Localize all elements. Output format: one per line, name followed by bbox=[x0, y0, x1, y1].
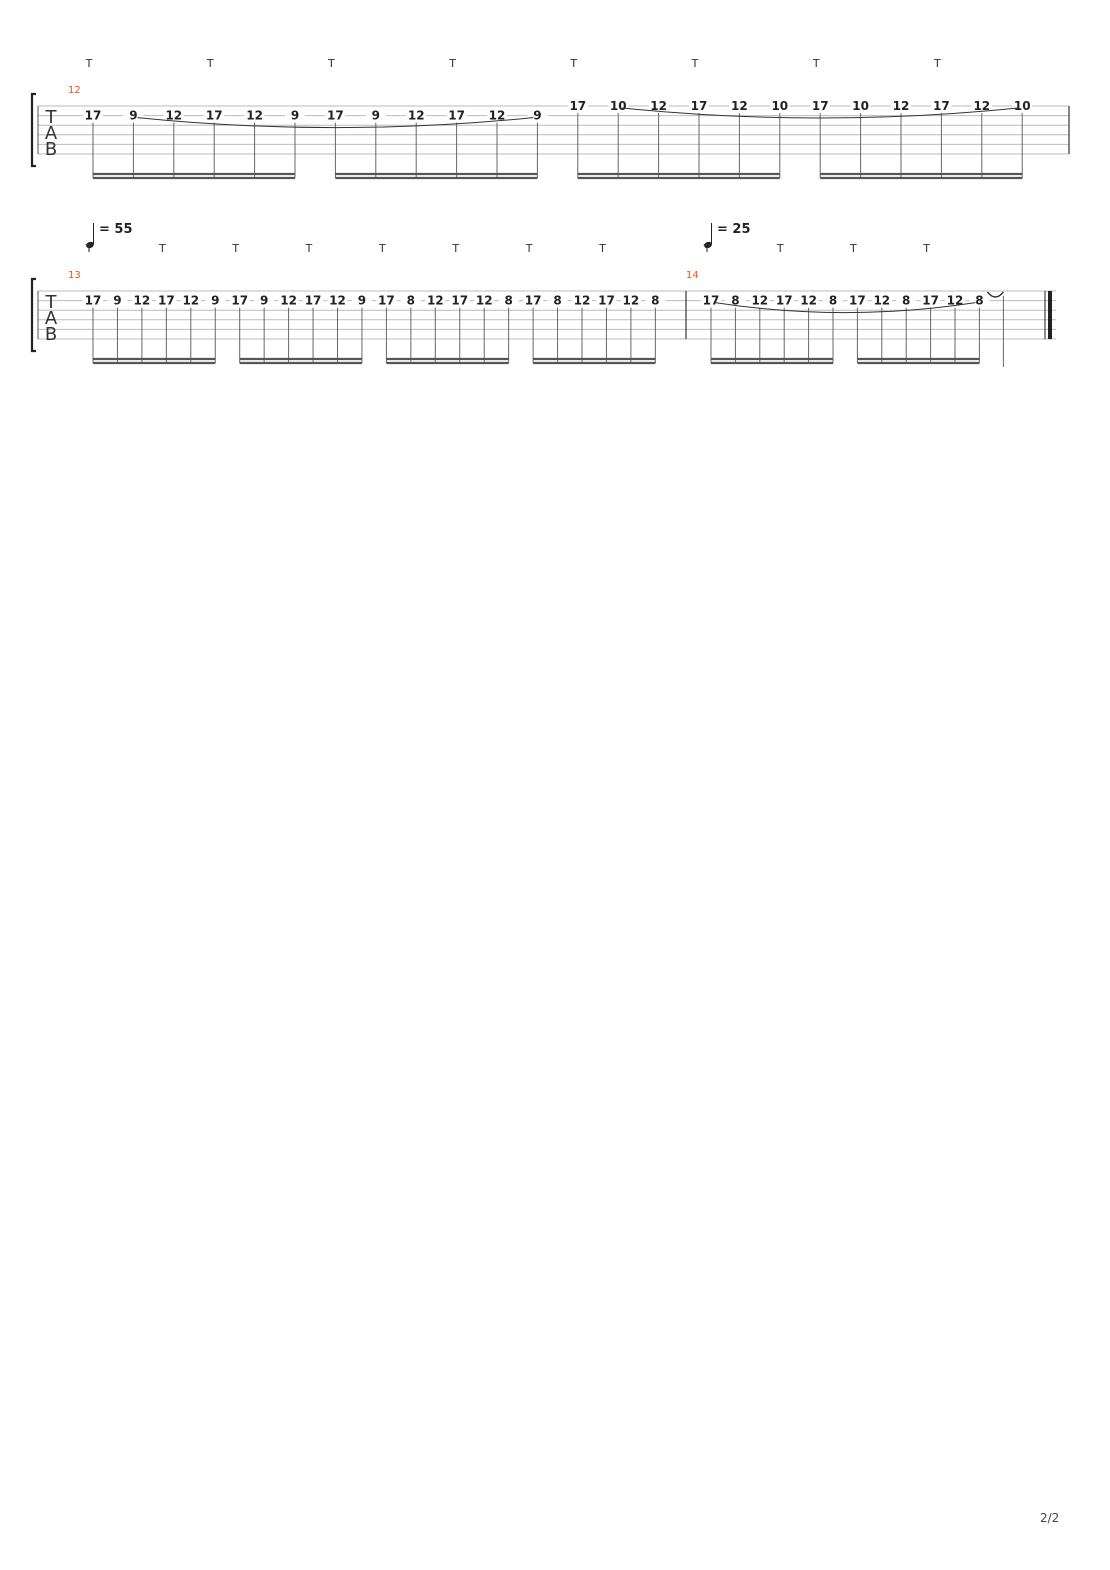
tab-clef-letter: A bbox=[44, 308, 58, 329]
fret-number: 9 bbox=[259, 293, 269, 308]
tab-system-1 bbox=[32, 57, 1069, 178]
fret-number: 8 bbox=[406, 293, 416, 308]
fret-number: 12 bbox=[973, 99, 991, 113]
fret-number: 9 bbox=[113, 293, 122, 308]
tie-curve bbox=[987, 292, 1003, 297]
tap-marker: T bbox=[570, 57, 578, 70]
fret-number: 9 bbox=[357, 293, 367, 308]
fret-number: 12 bbox=[165, 108, 183, 123]
fret-number: 12 bbox=[426, 293, 444, 308]
measure-number: 12 bbox=[68, 85, 81, 96]
fret-number: 17 bbox=[849, 293, 866, 308]
fret-number: 12 bbox=[488, 108, 506, 123]
fret-number: 12 bbox=[573, 293, 591, 308]
tap-marker: T bbox=[328, 57, 335, 70]
tap-marker: T bbox=[85, 242, 93, 255]
fret-number: 17 bbox=[304, 293, 322, 308]
tab-clef-letter: B bbox=[44, 324, 58, 345]
fret-number: 12 bbox=[246, 108, 263, 123]
fret-number: 9 bbox=[129, 108, 138, 123]
tap-marker: T bbox=[703, 242, 711, 255]
tab-clef-letter: T bbox=[45, 292, 57, 313]
tap-marker: T bbox=[934, 57, 941, 70]
fret-number: 17 bbox=[922, 293, 939, 308]
tempo-mark: = 25 bbox=[717, 222, 751, 237]
tempo-mark: = 55 bbox=[99, 222, 133, 237]
tap-marker: T bbox=[158, 242, 166, 255]
tap-marker: T bbox=[776, 242, 784, 255]
measure-number: 13 bbox=[68, 270, 81, 281]
tab-clef-letter: A bbox=[44, 123, 58, 144]
fret-number: 8 bbox=[553, 293, 562, 308]
tap-marker: T bbox=[691, 57, 699, 70]
fret-number: 8 bbox=[504, 293, 513, 308]
tap-marker: T bbox=[305, 242, 313, 255]
fret-number: 17 bbox=[598, 293, 615, 308]
fret-number: 17 bbox=[524, 293, 542, 308]
fret-number: 12 bbox=[892, 99, 910, 113]
fret-number: 17 bbox=[933, 99, 950, 113]
fret-number: 12 bbox=[329, 293, 346, 308]
fret-number: 17 bbox=[157, 293, 175, 308]
system-bracket bbox=[32, 94, 36, 166]
fret-number: 17 bbox=[231, 293, 249, 308]
fret-number: 12 bbox=[182, 293, 200, 308]
fret-number: 17 bbox=[811, 99, 829, 113]
fret-number: 8 bbox=[731, 293, 740, 308]
fret-number: 12 bbox=[751, 293, 769, 308]
fret-number: 10 bbox=[609, 99, 627, 113]
tap-marker: T bbox=[599, 242, 606, 255]
fret-number: 12 bbox=[731, 99, 748, 113]
fret-number: 12 bbox=[280, 293, 297, 308]
fret-number: 10 bbox=[1013, 99, 1031, 113]
fret-number: 8 bbox=[902, 293, 911, 308]
fret-number: 9 bbox=[211, 293, 220, 308]
fret-number: 17 bbox=[690, 99, 708, 113]
tab-clef-letter: T bbox=[45, 107, 57, 128]
fret-number: 8 bbox=[651, 293, 660, 308]
fret-number: 17 bbox=[569, 99, 587, 113]
tap-marker: T bbox=[923, 242, 930, 255]
fret-number: 17 bbox=[451, 293, 469, 308]
fret-number: 8 bbox=[828, 293, 838, 308]
tab-clef-letter: B bbox=[44, 139, 58, 160]
fret-number: 12 bbox=[650, 99, 667, 113]
system-bracket bbox=[32, 279, 36, 351]
fret-number: 12 bbox=[946, 293, 964, 308]
fret-number: 17 bbox=[205, 108, 223, 123]
fret-number: 10 bbox=[771, 99, 789, 113]
tab-system-2 bbox=[32, 222, 1056, 367]
fret-number: 8 bbox=[975, 293, 984, 308]
tap-marker: T bbox=[812, 57, 820, 70]
tap-marker: T bbox=[232, 242, 240, 255]
tap-marker: T bbox=[452, 242, 460, 255]
fret-number: 17 bbox=[448, 108, 465, 123]
tap-marker: T bbox=[85, 57, 93, 70]
fret-number: 9 bbox=[371, 108, 380, 123]
fret-number: 9 bbox=[290, 108, 300, 123]
tap-marker: T bbox=[206, 57, 214, 70]
measure-number: 14 bbox=[686, 270, 699, 281]
fret-number: 17 bbox=[84, 108, 102, 123]
fret-number: 12 bbox=[800, 293, 817, 308]
fret-number: 12 bbox=[622, 293, 640, 308]
tap-marker: T bbox=[379, 242, 386, 255]
fret-number: 10 bbox=[852, 99, 869, 113]
tap-marker: T bbox=[850, 242, 857, 255]
fret-number: 17 bbox=[702, 293, 720, 308]
fret-number: 17 bbox=[775, 293, 793, 308]
tap-marker: T bbox=[525, 242, 533, 255]
score-layer bbox=[32, 57, 1069, 367]
fret-number: 9 bbox=[533, 108, 542, 123]
fret-number: 12 bbox=[475, 293, 493, 308]
fret-number: 12 bbox=[873, 293, 891, 308]
page-number: 2/2 bbox=[1040, 1511, 1060, 1525]
fret-number: 17 bbox=[327, 108, 344, 123]
fret-number: 17 bbox=[84, 293, 102, 308]
fret-number: 12 bbox=[133, 293, 151, 308]
fret-number: 12 bbox=[407, 108, 425, 123]
tap-marker: T bbox=[449, 57, 456, 70]
fret-number: 17 bbox=[378, 293, 395, 308]
